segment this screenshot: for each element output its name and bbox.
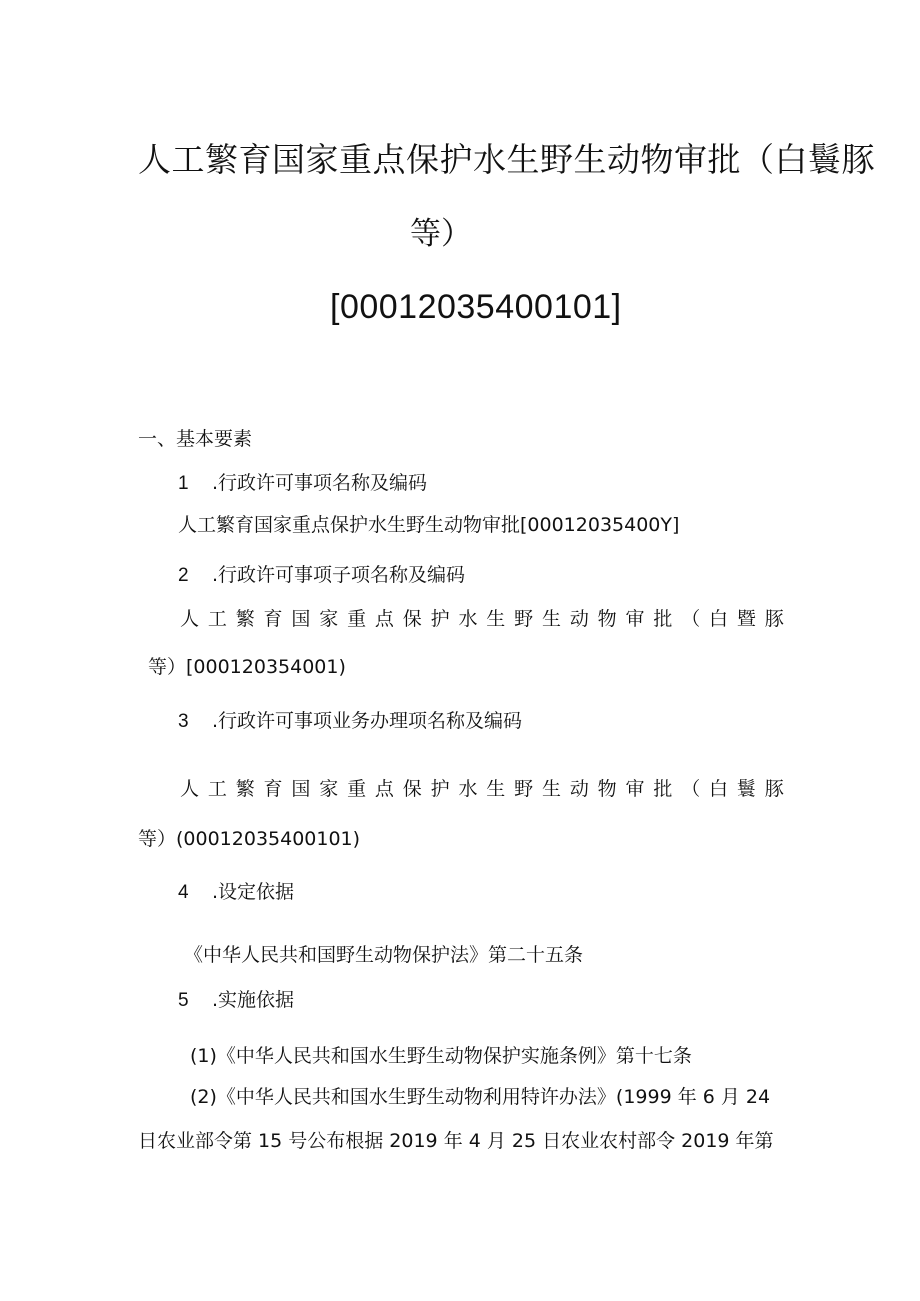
spread-char: 野 [514,608,534,630]
item-2-content-line-2: 等）[000120354001) [148,656,346,678]
item-2-number: 2 [178,565,189,586]
spread-char: （ [681,778,701,800]
item-4-heading [178,877,294,904]
item-2-label: .行政许可事项子项名称及编码 [212,564,466,586]
item-2-content-line-1 [180,604,784,631]
spread-char: 水 [458,608,478,630]
document-title-line-1: 人工繁育国家重点保护水生野生动物审批（白鬟豚 [138,140,875,179]
spread-char: 保 [402,778,422,800]
item-3-content-line-2: 等）(00012035400101) [138,828,361,850]
item-3-label: .行政许可事项业务办理项名称及编码 [212,710,523,732]
spread-char: 白 [709,608,729,630]
spread-char: （ [681,608,701,630]
section-heading-basic-elements: 一、基本要素 [138,428,253,450]
spread-char: 鬟 [736,778,756,800]
item-4-content: 《中华人民共和国野生动物保护法》第二十五条 [184,944,584,966]
document-title-code: [00012035400101] [330,288,622,326]
item-3-heading [178,706,522,733]
document-title-line-2: 等） [410,216,472,252]
spread-char: 人 [180,778,200,800]
spread-char: 动 [569,608,589,630]
item-3-number: 3 [178,711,189,732]
spread-char: 重 [347,778,367,800]
spread-char: 保 [402,608,422,630]
spread-char: 审 [625,608,645,630]
spread-char: 护 [430,608,450,630]
spread-char: 国 [291,608,311,630]
spread-char: 工 [207,608,227,630]
spread-char: 家 [319,778,339,800]
spread-char: 豚 [764,778,784,800]
spread-char: 生 [541,608,561,630]
item-3-content-line-1 [180,774,784,801]
spread-char: 白 [709,778,729,800]
spread-char: 生 [486,608,506,630]
spread-char: 批 [653,608,673,630]
spread-char: 家 [319,608,339,630]
item-2-heading [178,560,465,587]
spread-char: 生 [541,778,561,800]
spread-char: 点 [374,608,394,630]
item-5-sub-2-line-2: 日农业部令第 15 号公布根据 2019 年 4 月 25 日农业农村部令 2019 年第 [138,1130,774,1152]
item-4-label: .设定依据 [212,881,295,903]
spread-char: 繁 [235,778,255,800]
spread-char: 批 [653,778,673,800]
spread-char: 物 [597,608,617,630]
spread-char: 水 [458,778,478,800]
spread-char: 育 [263,778,283,800]
spread-char: 豚 [764,608,784,630]
item-5-sub-2-line-1: (2)《中华人民共和国水生野生动物利用特许办法》(1999 年 6 月 24 [190,1086,771,1108]
spread-char: 繁 [235,608,255,630]
spread-char: 重 [347,608,367,630]
spread-char: 野 [514,778,534,800]
item-1-label: .行政许可事项名称及编码 [212,472,428,494]
item-5-label: .实施依据 [212,989,295,1011]
item-5-heading [178,985,294,1012]
spread-char: 暨 [736,608,756,630]
item-1-number: 1 [178,473,189,494]
spread-char: 审 [625,778,645,800]
spread-char: 工 [207,778,227,800]
spread-char: 点 [374,778,394,800]
item-4-number: 4 [178,882,189,903]
spread-char: 国 [291,778,311,800]
spread-char: 物 [597,778,617,800]
item-5-number: 5 [178,990,189,1011]
spread-char: 护 [430,778,450,800]
item-5-sub-1: (1)《中华人民共和国水生野生动物保护实施条例》第十七条 [190,1045,692,1067]
spread-char: 人 [180,608,200,630]
item-1-heading [178,468,427,495]
spread-char: 生 [486,778,506,800]
item-1-content: 人工繁育国家重点保护水生野生动物审批[00012035400Y] [178,514,680,536]
spread-char: 动 [569,778,589,800]
spread-char: 育 [263,608,283,630]
